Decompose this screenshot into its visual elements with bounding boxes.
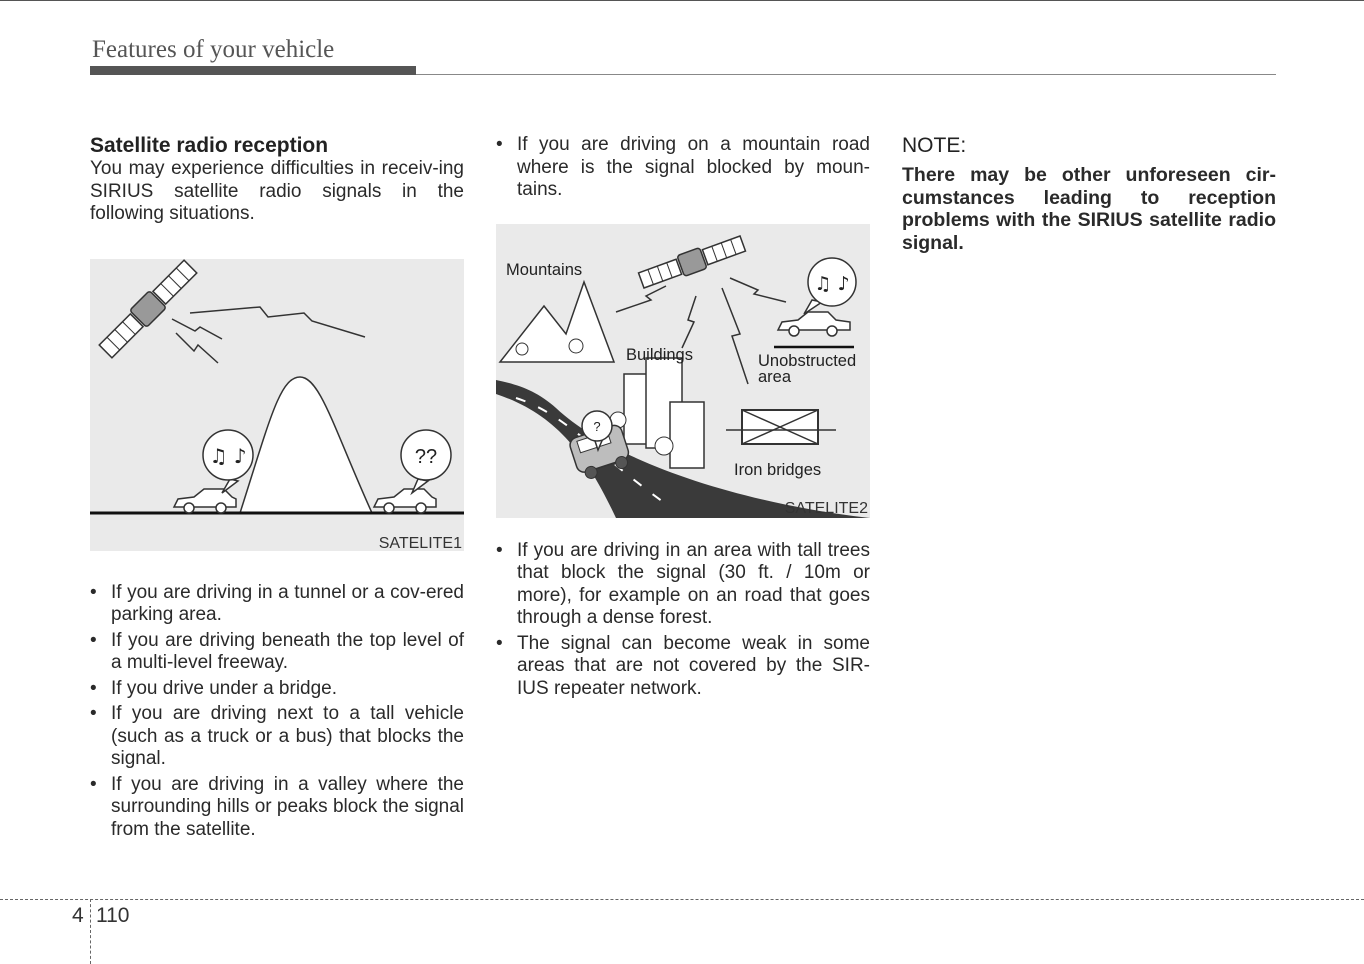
column-3 [902,134,1276,254]
list-item: • If you are driving in an area with tall trees that block the signal (30 ft. / 10m or more), for example on an road that goes through a dense forest. [496,540,870,630]
list-item: • If you are driving next to a tall vehicle (such as a truck or a bus) that blocks the signal. [90,703,464,771]
mountain-icon [240,377,372,513]
car-icon [778,312,850,336]
svg-text:♫ ♪: ♫ ♪ [209,443,247,468]
svg-text:??: ?? [414,445,438,468]
note-text: There may be other unforeseen cir-cumstances leading to reception problems with the SIRIUS satellite radio signal. [902,164,1276,254]
column-2 [496,134,870,703]
column-1 [90,134,464,844]
signal-line-icon [682,296,696,348]
bullet-list [496,540,870,701]
music-bubble-icon [804,258,856,314]
footer-divider [0,899,1364,900]
label-mountains: Mountains [506,260,583,279]
signal-line-icon [176,333,218,363]
label-unobstructed: Unobstructed [758,351,857,370]
section-title: Satellite radio reception [90,134,329,157]
header-accent-bar [90,66,416,75]
list-item: • If you are driving in a valley where the surrounding hills or peaks block the signal from the satellite. [90,774,464,842]
list-item: • If you drive under a bridge. [90,678,464,701]
figure-caption: SATELITE1 [378,534,462,552]
signal-line-icon [730,278,786,302]
list-item: • The signal can become weak in some areas that are not covered by the SIR-IUS repeater network. [496,633,870,701]
signal-line-icon [616,286,666,312]
iron-bridge-icon [726,410,836,444]
car-icon [374,489,436,513]
label-iron-bridges: Iron bridges [734,460,822,479]
music-bubble-icon [203,430,253,493]
list-item: • If you are driving on a mountain road where is the signal blocked by moun-tains. [496,134,870,202]
footer-vertical-divider [90,899,91,964]
page-number: 110 [96,904,130,927]
figure-caption: SATELITE2 [784,499,868,517]
page-header-title: Features of your vehicle [92,36,335,63]
signal-line-icon [190,307,365,337]
bullet-list [90,582,464,842]
signal-line-icon [722,288,748,384]
note-title: NOTE: [902,134,967,157]
chapter-number: 4 [72,904,84,927]
svg-text:?: ? [593,418,601,434]
satellite-icon [97,259,199,360]
list-item: • If you are driving in a tunnel or a cov-ered parking area. [90,582,464,627]
figure-satelite2 [496,224,870,518]
satelite2-illustration [496,224,870,518]
list-item: • If you are driving beneath the top level of a multi-level freeway. [90,630,464,675]
svg-text:♫ ♪: ♫ ♪ [814,272,850,295]
intro-paragraph: You may experience difficulties in receiv-ing SIRIUS satellite radio signals in the following situations. [90,158,464,224]
label-buildings: Buildings [626,345,693,364]
label-area: area [758,367,792,386]
bullet-list [496,134,870,202]
figure-satelite1 [90,259,464,551]
satelite1-illustration [90,259,464,551]
car-icon [174,489,236,513]
header-rule [416,74,1276,75]
satellite-icon [637,233,746,291]
question-bubble-icon [401,430,451,493]
top-border-line [0,0,1364,1]
